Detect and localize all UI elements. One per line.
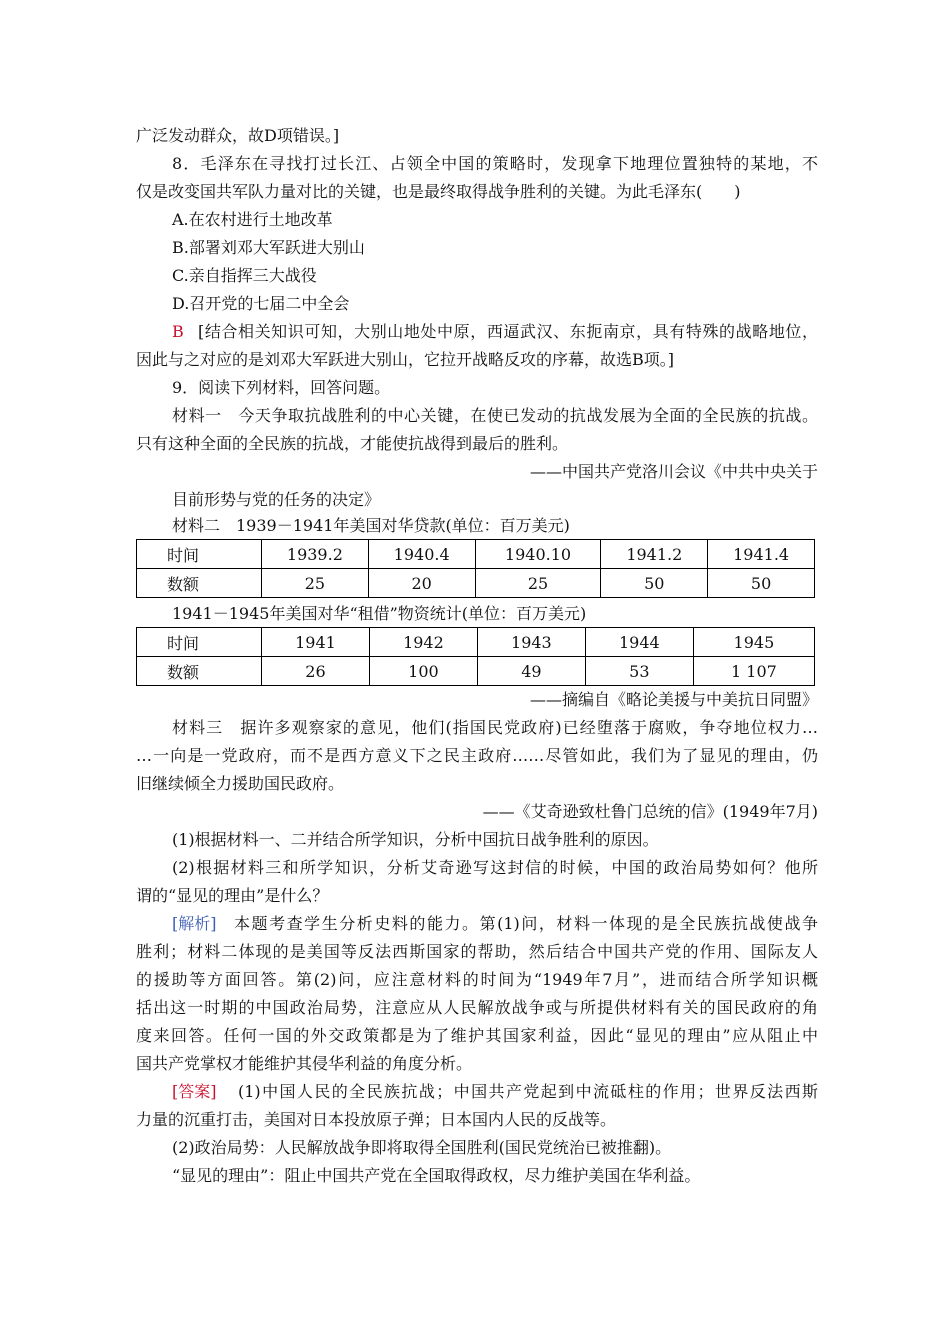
material-1-line2: 只有这种全面的全民族的抗战，才能使抗战得到最后的胜利。	[136, 434, 569, 453]
table-row	[137, 628, 815, 657]
table-cell: 1942	[369, 628, 477, 657]
answer-line2: 力量的沉重打击，美国对日本投放原子弹；日本国内人民的反战等。	[136, 1110, 617, 1129]
material-2-title1: 材料二 1939－1941年美国对华贷款(单位：百万美元)	[172, 516, 570, 535]
table-header-cell: 数额	[137, 657, 262, 686]
material-3-line1: 材料三 据许多观察家的意见，他们(指国民党政府)已经堕落于腐败，争夺地位权力…	[172, 718, 818, 737]
analysis-tag: [解析]	[172, 914, 217, 933]
lend-lease-table	[136, 627, 815, 686]
answer-line1: (1)中国人民的全民族抗战；中国共产党起到中流砥柱的作用；世界反法西斯	[238, 1082, 818, 1101]
option-c: C.亲自指挥三大战役	[172, 266, 317, 285]
loan-table	[136, 539, 815, 598]
q8-explanation-line2: 因此与之对应的是刘邓大军跃进大别山，它拉开战略反攻的序幕，故选B项。]	[136, 350, 675, 369]
q8-explanation-line1: [结合相关知识可知，大别山地处中原，西逼武汉、东扼南京，具有特殊的战略地位，	[198, 322, 818, 341]
material-1-source-line2: 目前形势与党的任务的决定》	[172, 490, 381, 509]
table-cell: 1943	[477, 628, 585, 657]
table-cell: 53	[585, 657, 693, 686]
material-3-line3: 旧继续倾全力援助国民政府。	[136, 774, 345, 793]
material-3-line2: …一向是一党政府，而不是西方意义下之民主政府……尽管如此，我们为了显见的理由，仍	[136, 746, 818, 765]
option-d: D.召开党的七届二中全会	[172, 294, 350, 313]
option-a: A.在农村进行土地改革	[172, 210, 333, 229]
table-cell: 1941.4	[708, 540, 815, 569]
analysis-line4: 括出这一时期的中国政治局势，注意应从人民解放战争或与所提供材料有关的国民政府的角	[136, 998, 818, 1017]
sub-question-1: (1)根据材料一、二并结合所学知识，分析中国抗日战争胜利的原因。	[172, 830, 659, 849]
table-cell: 1 107	[693, 657, 814, 686]
question-9-title: 9．阅读下列材料，回答问题。	[172, 378, 391, 397]
table-cell: 1940.4	[368, 540, 475, 569]
table-cell: 49	[477, 657, 585, 686]
table-row	[137, 540, 815, 569]
table-cell: 26	[262, 657, 370, 686]
table-cell: 1941.2	[601, 540, 708, 569]
analysis-line1: 本题考查学生分析史料的能力。第(1)问，材料一体现的是全民族抗战使战争	[234, 914, 818, 933]
material-2-title2: 1941－1945年美国对华“租借”物资统计(单位：百万美元)	[172, 604, 587, 623]
sub-question-2-line1: (2)根据材料三和所学知识，分析艾奇逊写这封信的时候，中国的政治局势如何？他所	[172, 858, 818, 877]
table-cell: 50	[708, 569, 815, 598]
analysis-line3: 的援助等方面回答。第(2)问，应注意材料的时间为“1949年7月”，进而结合所学知识概	[136, 970, 818, 989]
table-cell: 1940.10	[475, 540, 601, 569]
sub-question-2-line2: 谓的“显见的理由”是什么？	[136, 886, 329, 905]
analysis-line5: 度来回答。任何一国的外交政策都是为了维护其国家利益，因此“显见的理由”应从阻止中	[136, 1026, 818, 1045]
prev-explanation-end: 广泛发动群众，故D项错误。]	[136, 126, 340, 145]
table-cell: 25	[475, 569, 601, 598]
table-header-cell: 时间	[137, 628, 262, 657]
table-cell: 50	[601, 569, 708, 598]
option-b: B.部署刘邓大军跃进大别山	[172, 238, 365, 257]
table-cell: 1939.2	[262, 540, 369, 569]
material-1-source-line1: ——中国共产党洛川会议《中共中央关于	[529, 462, 818, 481]
material-3-source: ——《艾奇逊致杜鲁门总统的信》(1949年7月)	[482, 802, 818, 821]
table-cell: 1941	[262, 628, 370, 657]
analysis-line2: 胜利；材料二体现的是美国等反法西斯国家的帮助，然后结合中国共产党的作用、国际友人	[136, 942, 818, 961]
analysis-line6: 国共产党掌权才能维护其侵华利益的角度分析。	[136, 1054, 473, 1073]
table-cell: 25	[262, 569, 369, 598]
answer-tag: [答案]	[172, 1082, 217, 1101]
table-row	[137, 657, 815, 686]
q8-answer-letter: B	[172, 322, 184, 341]
table-cell: 1945	[693, 628, 814, 657]
table-header-cell: 时间	[137, 540, 262, 569]
table-row	[137, 569, 815, 598]
table-cell: 20	[368, 569, 475, 598]
answer-line3: (2)政治局势：人民解放战争即将取得全国胜利(国民党统治已被推翻)。	[172, 1138, 672, 1157]
question-8-line1: 8．毛泽东在寻找打过长江、占领全中国的策略时，发现拿下地理位置独特的某地，不	[172, 154, 818, 173]
answer-line4: “显见的理由”：阻止中国共产党在全国取得政权，尽力维护美国在华利益。	[172, 1166, 701, 1185]
table-cell: 1944	[585, 628, 693, 657]
material-2-source: ——摘编自《略论美援与中美抗日同盟》	[529, 690, 818, 709]
material-1-line1: 材料一 今天争取抗战胜利的中心关键，在使已发动的抗战发展为全面的全民族的抗战。	[172, 406, 818, 425]
table-cell: 100	[369, 657, 477, 686]
question-8-line2: 仅是改变国共军队力量对比的关键，也是最终取得战争胜利的关键。为此毛泽东( )	[136, 182, 741, 201]
table-header-cell: 数额	[137, 569, 262, 598]
